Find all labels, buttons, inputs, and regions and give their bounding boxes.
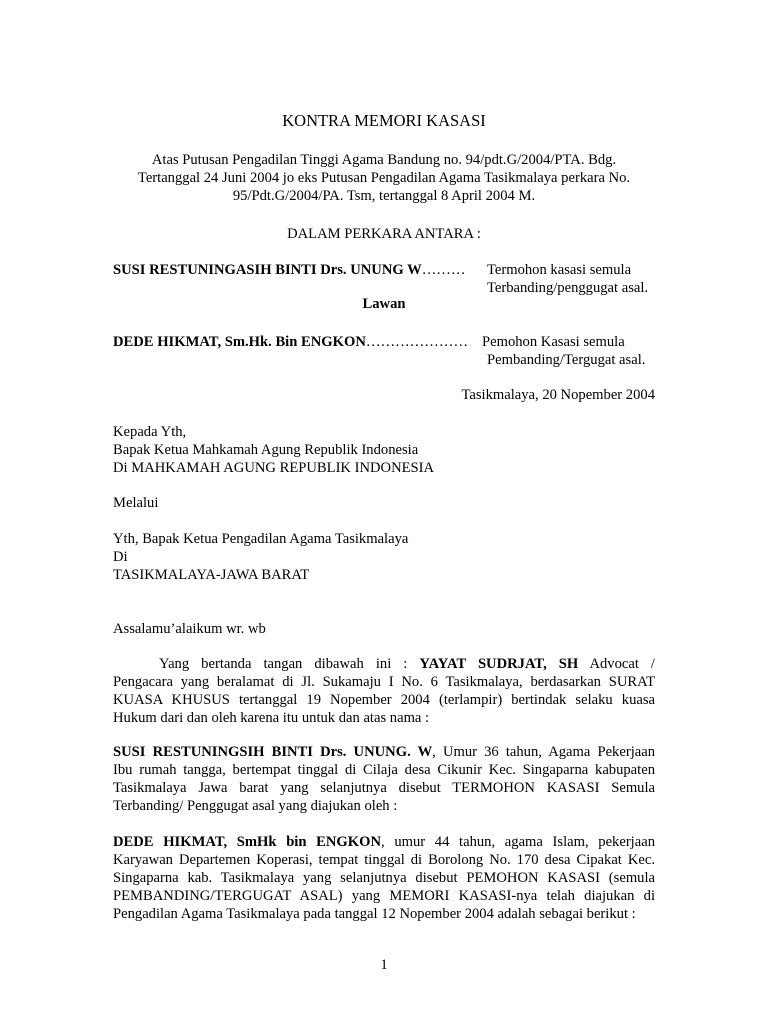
addressee-line: Di MAHKAMAH AGUNG REPUBLIK INDONESIA — [113, 460, 435, 476]
party2-name: DEDE HIKMAT, Sm.Hk. Bin ENGKON — [113, 334, 366, 350]
party2-role-line1: Pemohon Kasasi semula — [482, 334, 625, 350]
text-span: , umur 44 tahun, agama Islam, pekerjaan — [381, 834, 655, 850]
paragraph-line — [113, 655, 655, 673]
paragraph-line: KUASA KHUSUS tertanggal 19 Nopember 2004 (terlampir) bertindak selaku kuasa — [113, 692, 655, 708]
paragraph-line: Ibu rumah tangga, bertempat tinggal di Cilaja desa Cikunir Kec. Singaparna kabupaten — [113, 762, 655, 778]
party1-name-line — [113, 261, 465, 279]
paragraph-attorney — [113, 655, 655, 727]
respondent-name: SUSI RESTUNINGSIH BINTI Drs. UNUNG. W — [113, 744, 433, 760]
decision-reference-line: Atas Putusan Pengadilan Tinggi Agama Bandung no. 94/pdt.G/2004/PTA. Bdg. — [151, 152, 617, 168]
via-addressee-line: TASIKMALAYA-JAWA BARAT — [113, 567, 310, 583]
decision-reference-line: Tertanggal 24 Juni 2004 jo eks Putusan Pengadilan Agama Tasikmalaya perkara No. — [137, 170, 631, 186]
party1-role-line2: Terbanding/penggugat asal. — [487, 280, 649, 296]
paragraph-line: Pengadilan Agama Tasikmalaya pada tanggal 12 Nopember 2004 adalah sebagai berikut : — [113, 906, 636, 922]
paragraph-line — [113, 743, 655, 761]
via-addressee-line: Di — [113, 549, 128, 565]
decision-reference-line: 95/Pdt.G/2004/PA. Tsm, tertanggal 8 April 2004 M. — [232, 188, 536, 204]
case-heading: DALAM PERKARA ANTARA : — [287, 226, 481, 242]
decision-reference — [113, 151, 655, 205]
paragraph-line: Pengacara yang beralamat di Jl. Sukamaju I No. 6 Tasikmalaya, berdasarkan SURAT — [113, 674, 655, 690]
page-number: 1 — [380, 957, 388, 973]
text-span: Yang bertanda tangan dibawah ini : — [159, 656, 420, 672]
attorney-name: YAYAT SUDRJAT, SH — [419, 656, 579, 672]
party1-name: SUSI RESTUNINGASIH BINTI Drs. UNUNG W — [113, 262, 422, 278]
paragraph-line: Karyawan Departemen Koperasi, tempat tinggal di Borolong No. 170 desa Cipakat Kec. — [113, 852, 655, 868]
document-page — [113, 0, 655, 1024]
paragraph-line — [113, 833, 655, 851]
versus-label: Lawan — [362, 296, 406, 312]
paragraph-petitioner — [113, 833, 655, 923]
greeting: Assalamu’alaikum wr. wb — [113, 621, 266, 637]
party2-dots: ………………… — [365, 334, 469, 350]
paragraph-line: Hukum dari dan oleh karena itu untuk dan atas nama : — [113, 710, 430, 726]
paragraph-line: Tasikmalaya Jawa barat yang selanjutnya disebut TERMOHON KASASI Semula — [113, 780, 655, 796]
party2-role-line2: Pembanding/Tergugat asal. — [487, 352, 646, 368]
addressee-line: Kepada Yth, — [113, 424, 187, 440]
document-title: KONTRA MEMORI KASASI — [282, 111, 486, 130]
via-label: Melalui — [113, 495, 159, 511]
place-date: Tasikmalaya, 20 Nopember 2004 — [461, 387, 655, 403]
paragraph-line: Singaparna kab. Tasikmalaya yang selanjutnya disebut PEMOHON KASASI (semula — [113, 870, 655, 886]
addressee-line: Bapak Ketua Mahkamah Agung Republik Indonesia — [113, 442, 419, 458]
party1-dots: ……… — [421, 262, 466, 278]
via-addressee-line: Yth, Bapak Ketua Pengadilan Agama Tasikmalaya — [113, 531, 409, 547]
text-span: , Umur 36 tahun, Agama Pekerjaan — [432, 744, 655, 760]
petitioner-name: DEDE HIKMAT, SmHk bin ENGKON — [113, 834, 382, 850]
party2-name-line — [113, 333, 468, 351]
paragraph-line: PEMBANDING/TERGUGAT ASAL) yang MEMORI KASASI-nya telah diajukan di — [113, 888, 655, 904]
text-span: Advocat / — [578, 656, 655, 672]
party1-role-line1: Termohon kasasi semula — [487, 262, 632, 278]
paragraph-line: Terbanding/ Penggugat asal yang diajukan oleh : — [113, 798, 398, 814]
paragraph-respondent — [113, 743, 655, 815]
